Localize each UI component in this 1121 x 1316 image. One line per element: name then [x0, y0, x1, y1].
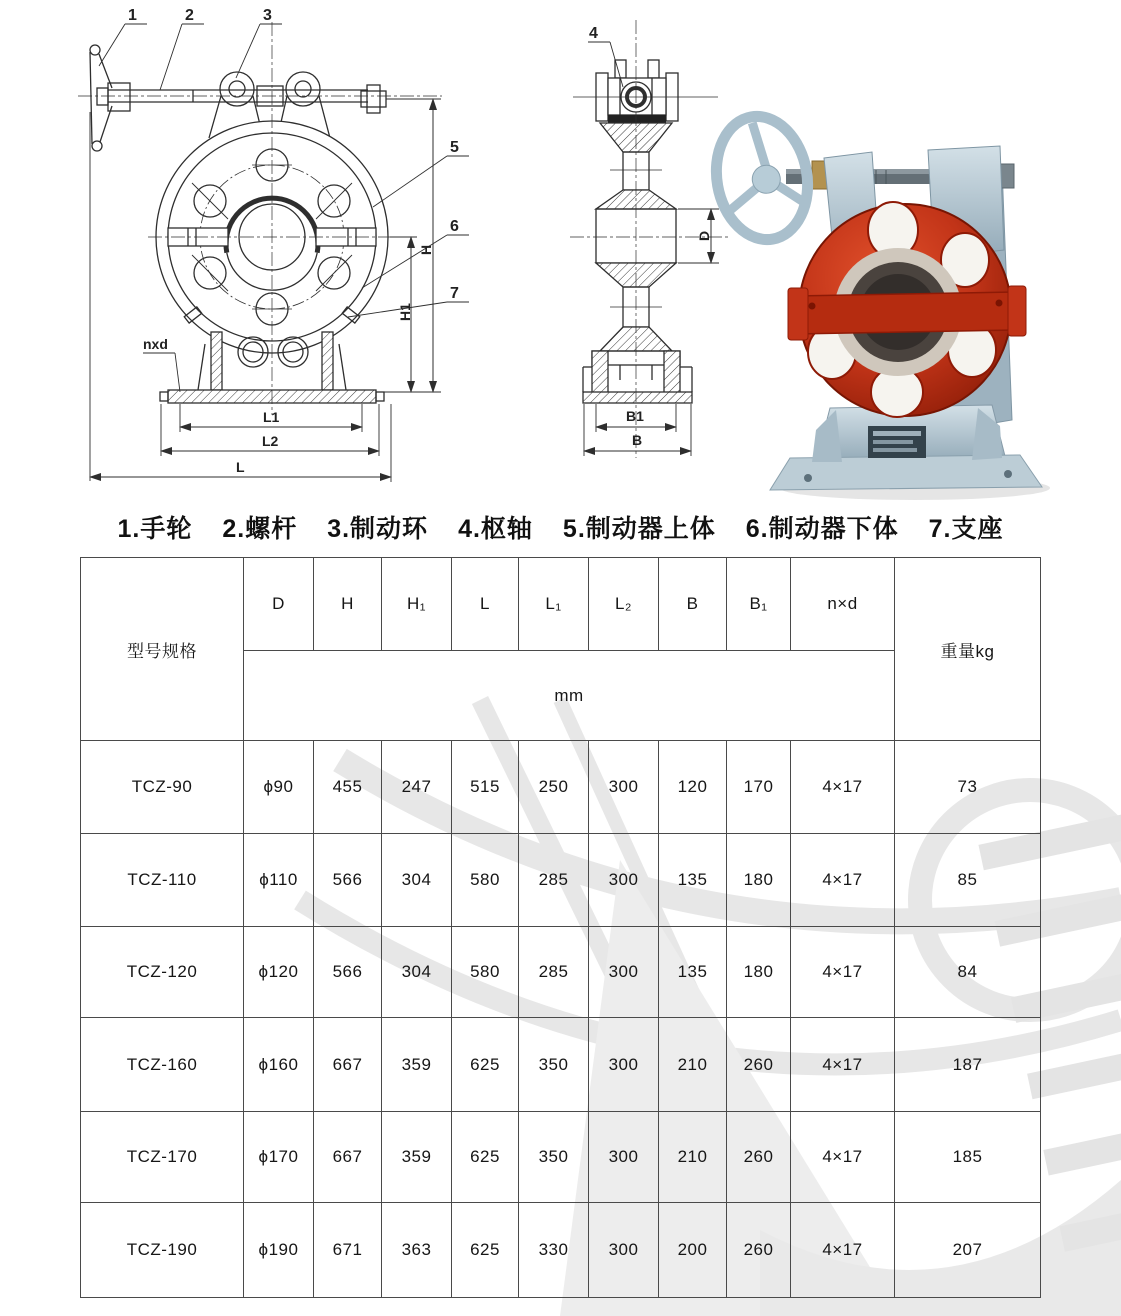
cell-model: TCZ-120	[81, 927, 244, 1018]
cell-weight: 73	[895, 741, 1041, 834]
header-L1: L₁	[519, 558, 589, 651]
cell-weight: 187	[895, 1018, 1041, 1112]
legend-item-5: 5.制动器上体	[562, 515, 716, 543]
legend-item-7: 7.支座	[928, 515, 1004, 543]
cell-B: 210	[659, 1112, 727, 1203]
cell-L2: 300	[589, 927, 659, 1018]
table-row	[81, 927, 1041, 1018]
cell-D: ϕ110	[244, 834, 314, 927]
cell-B1: 180	[727, 834, 791, 927]
cell-H: 455	[314, 741, 382, 834]
callout-5: 5	[450, 139, 459, 156]
callout-6: 6	[450, 218, 459, 235]
table-row	[81, 741, 1041, 834]
header-H1: H₁	[382, 558, 452, 651]
cell-L2: 300	[589, 741, 659, 834]
spec-table	[80, 557, 1041, 1298]
cell-L: 580	[452, 834, 519, 927]
cell-B: 200	[659, 1203, 727, 1298]
dim-h: H	[418, 244, 434, 255]
legend-item-1: 1.手轮	[117, 515, 193, 543]
cell-L: 625	[452, 1018, 519, 1112]
dim-b1: B1	[626, 408, 644, 424]
cell-L1: 285	[519, 834, 589, 927]
cell-D: ϕ120	[244, 927, 314, 1018]
legend-item-3: 3.制动环	[327, 515, 429, 543]
cell-weight: 207	[895, 1203, 1041, 1298]
cell-B: 135	[659, 834, 727, 927]
header-B: B	[659, 558, 727, 651]
header-H: H	[314, 558, 382, 651]
unit-cell: mm	[244, 651, 895, 741]
cell-H1: 359	[382, 1018, 452, 1112]
cell-model: TCZ-160	[81, 1018, 244, 1112]
callout-7: 7	[450, 285, 459, 302]
cell-L1: 250	[519, 741, 589, 834]
cell-L2: 300	[589, 1018, 659, 1112]
cell-L1: 330	[519, 1203, 589, 1298]
cell-nxd: 4×17	[791, 834, 895, 927]
table-row	[81, 1018, 1041, 1112]
cell-B: 120	[659, 741, 727, 834]
header-nxd: n×d	[791, 558, 895, 651]
cell-model: TCZ-110	[81, 834, 244, 927]
dim-nxd: nxd	[143, 336, 168, 352]
cell-H: 566	[314, 927, 382, 1018]
callout-2: 2	[185, 7, 194, 24]
cell-model: TCZ-170	[81, 1112, 244, 1203]
cell-L2: 300	[589, 834, 659, 927]
cell-D: ϕ160	[244, 1018, 314, 1112]
cell-H1: 304	[382, 834, 452, 927]
cell-weight: 185	[895, 1112, 1041, 1203]
table-row	[81, 834, 1041, 927]
header-L: L	[452, 558, 519, 651]
cell-nxd: 4×17	[791, 927, 895, 1018]
cell-H1: 363	[382, 1203, 452, 1298]
dim-l: L	[236, 459, 245, 475]
drawing-area	[0, 0, 1121, 505]
cell-L1: 350	[519, 1018, 589, 1112]
cell-H: 667	[314, 1112, 382, 1203]
dim-b: B	[632, 432, 643, 448]
table-row	[81, 1112, 1041, 1203]
cell-weight: 84	[895, 927, 1041, 1018]
product-photo	[707, 109, 1050, 500]
cell-nxd: 4×17	[791, 1112, 895, 1203]
cell-L1: 350	[519, 1112, 589, 1203]
callout-1: 1	[128, 7, 137, 24]
callout-4: 4	[589, 25, 598, 42]
cell-B1: 260	[727, 1018, 791, 1112]
cell-H1: 359	[382, 1112, 452, 1203]
cell-B1: 260	[727, 1203, 791, 1298]
cell-D: ϕ170	[244, 1112, 314, 1203]
cell-model: TCZ-190	[81, 1203, 244, 1298]
header-D: D	[244, 558, 314, 651]
cell-D: ϕ190	[244, 1203, 314, 1298]
cell-B1: 170	[727, 741, 791, 834]
cell-nxd: 4×17	[791, 1203, 895, 1298]
cell-L2: 300	[589, 1203, 659, 1298]
table-row	[81, 1203, 1041, 1298]
cell-weight: 85	[895, 834, 1041, 927]
dim-d: D	[696, 230, 712, 241]
cell-nxd: 4×17	[791, 1018, 895, 1112]
cell-nxd: 4×17	[791, 741, 895, 834]
cell-L: 580	[452, 927, 519, 1018]
header-row	[81, 558, 1041, 651]
legend-item-4: 4.枢轴	[458, 515, 533, 543]
cell-H1: 304	[382, 927, 452, 1018]
cell-H: 566	[314, 834, 382, 927]
cell-L2: 300	[589, 1112, 659, 1203]
dim-l2: L2	[262, 433, 279, 449]
cell-H: 667	[314, 1018, 382, 1112]
parts-legend	[0, 504, 1121, 550]
header-model: 型号规格	[81, 558, 244, 741]
header-L2: L₂	[589, 558, 659, 651]
dim-l1: L1	[263, 409, 280, 425]
cell-B1: 180	[727, 927, 791, 1018]
dim-h1: H1	[397, 303, 413, 321]
header-weight: 重量kg	[895, 558, 1041, 741]
cell-B: 210	[659, 1018, 727, 1112]
legend-item-6: 6.制动器下体	[745, 515, 899, 543]
cell-L: 625	[452, 1203, 519, 1298]
cell-B: 135	[659, 927, 727, 1018]
cell-model: TCZ-90	[81, 741, 244, 834]
cell-H1: 247	[382, 741, 452, 834]
brake-drawings-svg	[0, 0, 1121, 505]
cell-L: 625	[452, 1112, 519, 1203]
header-B1: B₁	[727, 558, 791, 651]
callout-3: 3	[263, 7, 272, 24]
cell-H: 671	[314, 1203, 382, 1298]
legend-item-2: 2.螺杆	[222, 515, 298, 543]
cell-L: 515	[452, 741, 519, 834]
cell-L1: 285	[519, 927, 589, 1018]
cell-D: ϕ90	[244, 741, 314, 834]
cell-B1: 260	[727, 1112, 791, 1203]
